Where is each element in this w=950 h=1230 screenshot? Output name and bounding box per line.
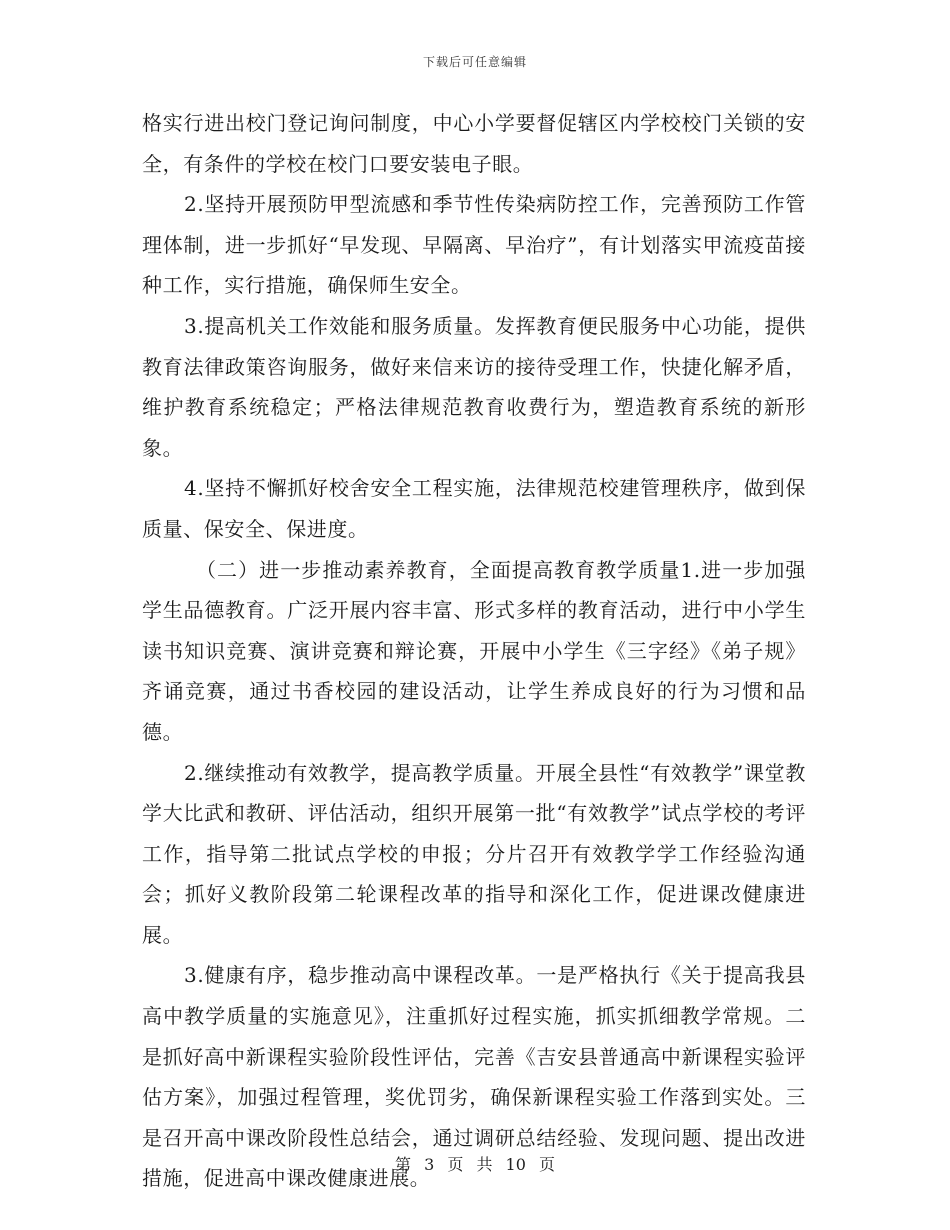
paragraph-item-4: 4.坚持不懈抓好校舍安全工程实施，法律规范校建管理秩序，做到保质量、保安全、保进度。 <box>142 476 806 541</box>
paragraph-item-2: 2.坚持开展预防甲型流感和季节性传染病防控工作，完善预防工作管理体制，进一步抓好“早发现、早隔离、早治疗”，有计划落实甲流疫苗接种工作，实行措施，确保师生安全。 <box>142 192 806 298</box>
paragraph-high-school-reform: 3.健康有序，稳步推动高中课程改革。一是严格执行《关于提高我县高中教学质量的实施意见》，注重抓好过程实施，抓实抓细教学常规。二是抓好高中新课程实验阶段性评估，完善《吉安县普通高中新课程实验评估方案》，加强过程管理，奖优罚劣，确保新课程实验工作落到实处。三是召开高中课改阶段性总结会，通过调研总结经验、发现问题、提出改进措施，促进高中课改健康进展。 <box>142 963 806 1191</box>
paragraph-continuation: 格实行进出校门登记询问制度，中心小学要督促辖区内学校校门关锁的安全，有条件的学校在校门口要安装电子眼。 <box>142 111 806 176</box>
paragraph-item-3: 3.提高机关工作效能和服务质量。发挥教育便民服务中心功能，提供教育法律政策咨询服务，做好来信来访的接待受理工作，快捷化解矛盾，维护教育系统稳定；严格法律规范教育收费行为，塑造教育系统的新形象。 <box>142 313 806 460</box>
paragraph-section-two: （二）进一步推动素养教育，全面提高教育教学质量1.进一步加强学生品德教育。广泛开展内容丰富、形式多样的教育活动，进行中小学生读书知识竞赛、演讲竞赛和辩论赛，开展中小学生《三字经》《弟子规》齐诵竞赛，通过书香校园的建设活动，让学生养成良好的行为习惯和品德。 <box>142 557 806 744</box>
page-footer: 第 3 页 共 10 页 <box>395 1155 555 1174</box>
paragraph-effective-teaching: 2.继续推动有效教学，提高教学质量。开展全县性“有效教学”课堂教学大比武和教研、评估活动，组织开展第一批“有效教学”试点学校的考评工作，指导第二批试点学校的申报；分片召开有效教学学工作经验沟通会；抓好义教阶段第二轮课程改革的指导和深化工作，促进课改健康进展。 <box>142 760 806 947</box>
document-body <box>142 103 806 1199</box>
page-header: 下载后可任意编辑 <box>422 55 527 69</box>
